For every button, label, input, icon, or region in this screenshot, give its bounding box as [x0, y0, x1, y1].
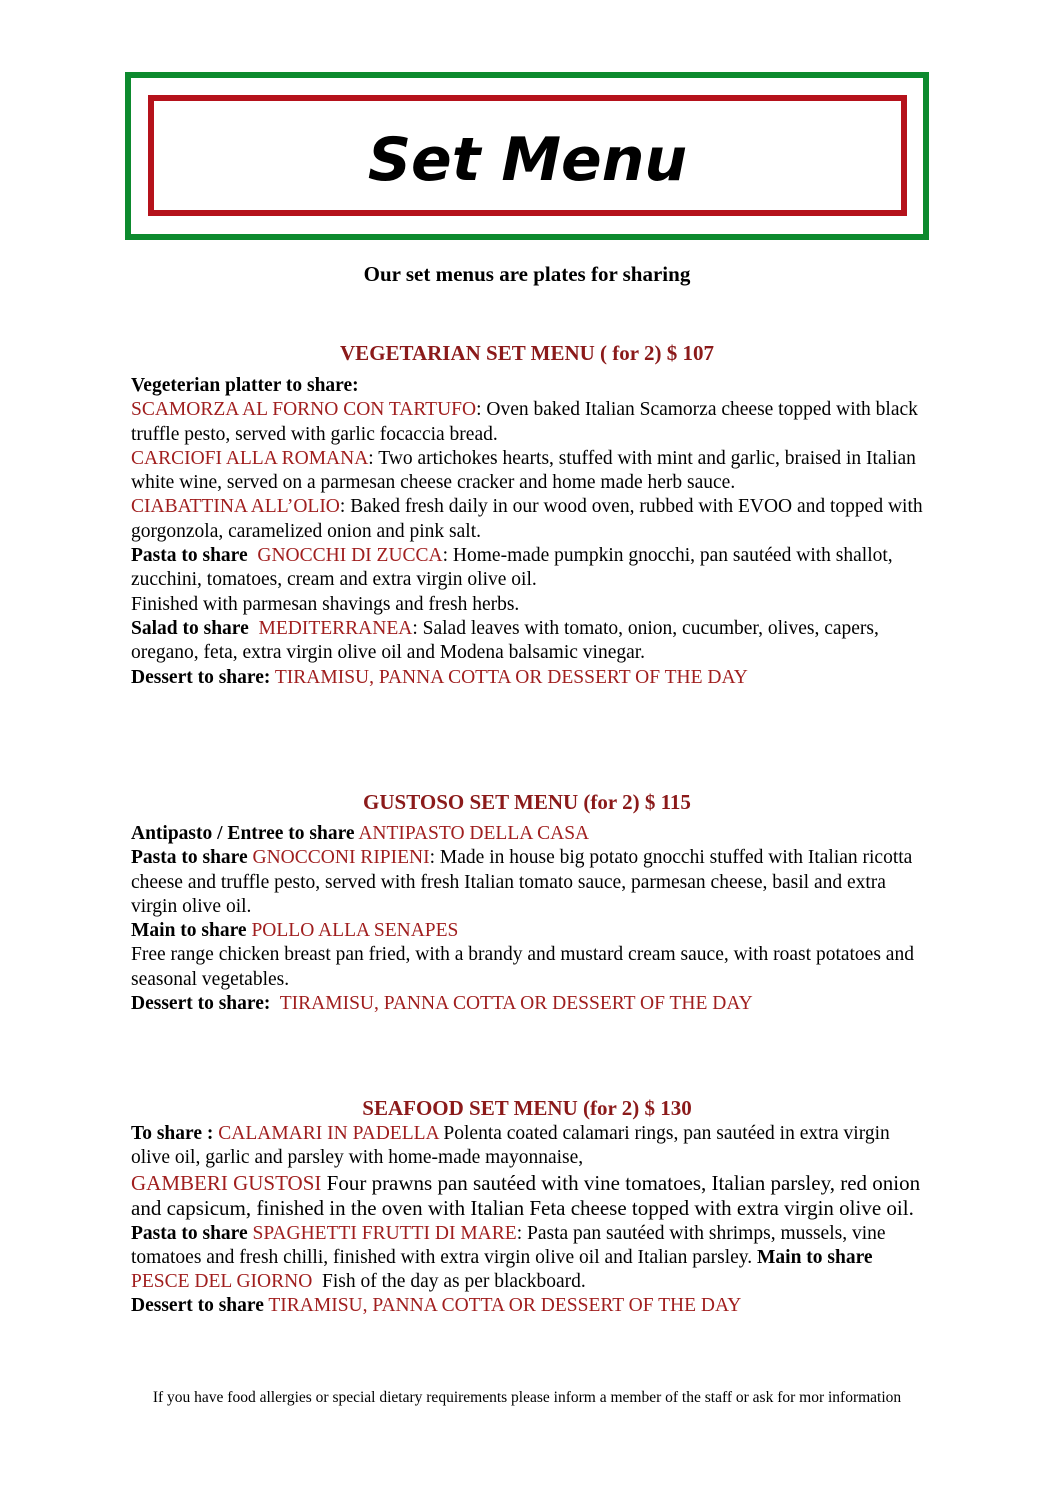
item-description: : Salad leaves with tomato, onion, cucumber, olives, capers, oregano, feta, extra virgin olive oil and Modena balsamic vinegar. [131, 617, 879, 664]
item-name: PESCE DEL GIORNO [131, 1271, 313, 1293]
menu-item [131, 1171, 931, 1222]
item-description: : Made in house big potato gnocchi stuffed with Italian ricotta cheese and truffle pesto, served with fresh Italian tomato sauce, parmesan cheese, basil and extra virgin olive oil. [131, 847, 913, 917]
item-description: Free range chicken breast pan fried, with a brandy and mustard cream sauce, with roast potatoes and seasonal vegetables. [131, 944, 914, 990]
menu-item [131, 919, 931, 943]
menu-item [131, 544, 931, 593]
item-name: SPAGHETTI FRUTTI DI MARE [252, 1222, 517, 1244]
menu-item [131, 822, 931, 846]
course-label: Dessert to share [131, 1295, 264, 1317]
item-name: TIRAMISU, PANNA COTTA OR DESSERT OF THE DAY [268, 1295, 742, 1317]
item-description: : Two artichokes hearts, stuffed with mint and garlic, braised in Italian white wine, served on a parmesan cheese cracker and home made herb sauce. [131, 447, 916, 494]
menu-item [131, 1294, 931, 1318]
item-description: Fish of the day as per blackboard. [322, 1271, 586, 1293]
item-name: MEDITERRANEA [258, 617, 413, 639]
course-label: To share : [131, 1123, 214, 1144]
item-name: CIABATTINA ALL’OLIO [131, 496, 340, 518]
item-name: TIRAMISU, PANNA COTTA OR DESSERT OF THE DAY [274, 666, 748, 688]
item-name: ANTIPASTO DELLA CASA [358, 823, 590, 844]
page-title: Set Menu [367, 124, 688, 195]
course-label: Salad to share [131, 617, 249, 639]
item-name: GAMBERI GUSTOSI [131, 1170, 322, 1195]
menu-item [131, 447, 931, 496]
page-subtitle: Our set menus are plates for sharing [363, 262, 691, 286]
menu-item [131, 1122, 931, 1171]
vegetarian-section-title: VEGETARIAN SET MENU ( for 2) $ 107 [340, 341, 714, 365]
item-description: Four prawns pan sautéed with vine tomatoes, Italian parsley, red onion and capsicum, finished in the oven with Italian Feta cheese topped with extra virgin olive oil. [131, 1170, 921, 1221]
item-name: POLLO ALLA SENAPES [251, 920, 459, 942]
item-name: CARCIOFI ALLA ROMANA [131, 447, 369, 469]
item-description: Finished with parmesan shavings and fresh herbs. [131, 593, 520, 615]
item-name: TIRAMISU, PANNA COTTA OR DESSERT OF THE DAY [279, 993, 753, 1015]
vegetarian-section [131, 374, 931, 690]
course-label: Main to share [131, 920, 247, 942]
course-label: Dessert to share: [131, 993, 271, 1015]
item-description: : Oven baked Italian Scamorza cheese topped with black truffle pesto, served with garlic focaccia bread. [131, 399, 918, 445]
gustoso-section [131, 822, 931, 1016]
course-label: Antipasto / Entree to share [131, 823, 355, 844]
seafood-section-title: SEAFOOD SET MENU (for 2) $ 130 [362, 1096, 692, 1120]
menu-item [131, 992, 931, 1016]
item-description: : Baked fresh daily in our wood oven, rubbed with EVOO and topped with gorgonzola, caramelized onion and pink salt. [131, 496, 923, 542]
course-label: Pasta to share [131, 1222, 248, 1244]
course-label: Pasta to share [131, 847, 248, 869]
menu-item [131, 846, 931, 919]
menu-item [131, 1222, 931, 1295]
item-name: GNOCCHI DI ZUCCA [257, 545, 443, 567]
gustoso-section-title: GUSTOSO SET MENU (for 2) $ 115 [363, 790, 691, 814]
allergy-notice: If you have food allergies or special dietary requirements please inform a member of the staff or ask for mor information [152, 1389, 902, 1406]
item-description: : Home-made pumpkin gnocchi, pan sautéed with shallot, zucchini, tomatoes, cream and extra virgin olive oil. [131, 545, 893, 591]
item-description: Polenta coated calamari rings, pan sautéed in extra virgin olive oil, garlic and parsley with home-made mayonnaise, [131, 1123, 890, 1169]
menu-item [131, 495, 931, 544]
course-label: Main to share [757, 1246, 873, 1268]
title-frame-inner [148, 95, 907, 216]
item-name: CALAMARI IN PADELLA [218, 1123, 439, 1144]
item-name: GNOCCONI RIPIENI [252, 847, 430, 869]
seafood-section [131, 1122, 931, 1319]
course-label: Pasta to share [131, 545, 248, 567]
platter-label: Vegeterian platter to share: [131, 375, 359, 396]
menu-item [131, 617, 931, 666]
menu-item [131, 666, 931, 690]
item-name: SCAMORZA AL FORNO CON TARTUFO [131, 399, 477, 421]
course-label: Dessert to share: [131, 666, 271, 688]
item-description: : Pasta pan sautéed with shrimps, mussels, vine tomatoes and fresh chilli, finished with extra virgin olive oil and Italian parsley. [131, 1222, 886, 1268]
menu-item [131, 398, 931, 447]
